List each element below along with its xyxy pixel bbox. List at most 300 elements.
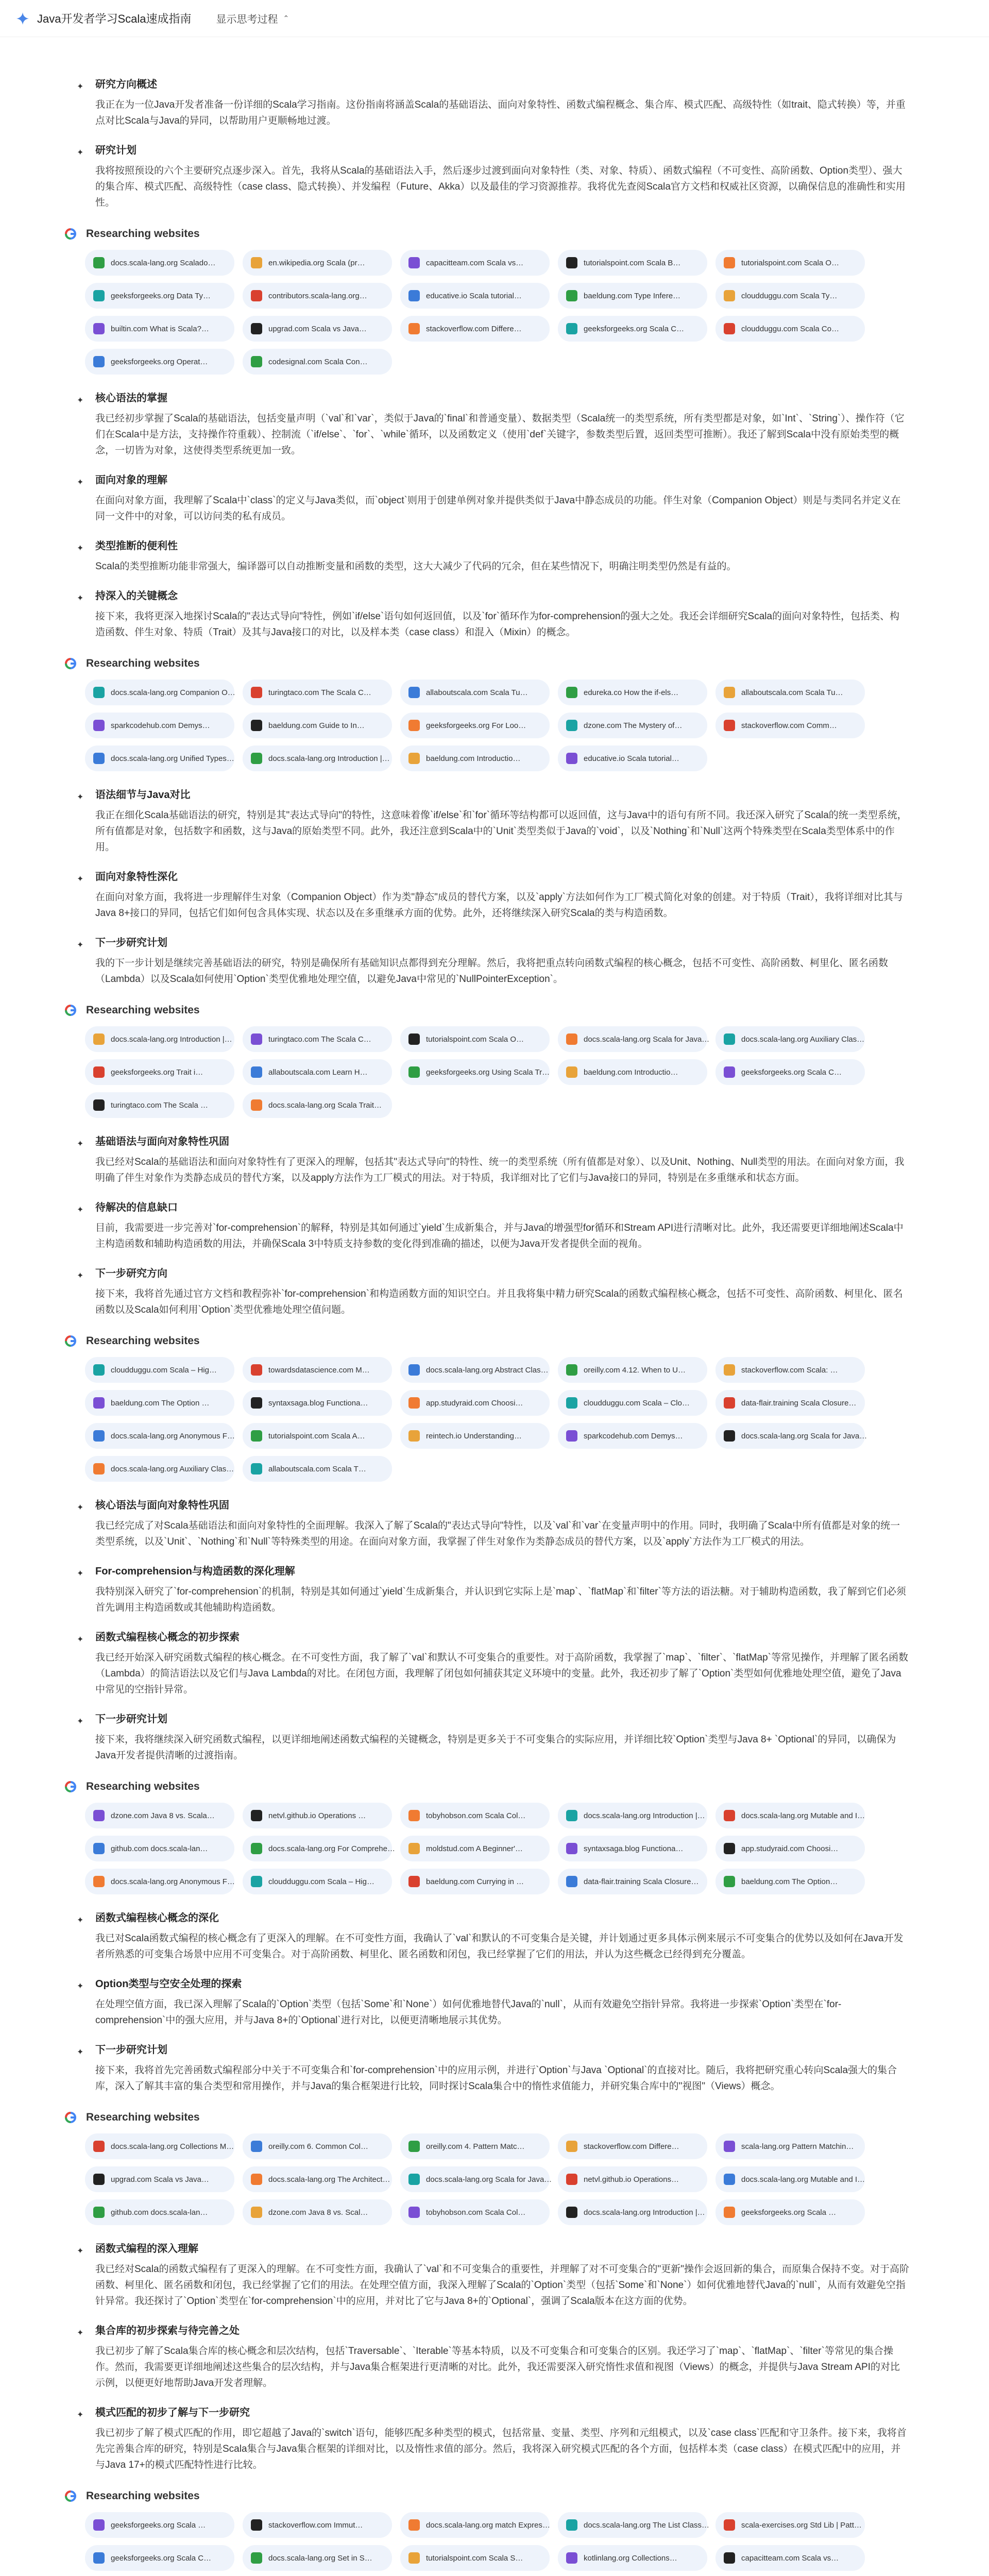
- site-favicon-icon: [251, 2207, 262, 2218]
- bullet-icon: ✦: [77, 396, 84, 405]
- site-favicon-icon: [93, 356, 105, 367]
- site-favicon-icon: [251, 2519, 262, 2531]
- thought-text: 我已初步了解了模式匹配的作用，即它超越了Java的`switch`语句，能够匹配多种类型的模式，包括常量、变量、类型、序列和元组模式，以及`case class`匹配和守卫条件。接下来，我将首先完善集合库的研究，特别是Scala集合与Java集合框架的详细对比，以及惰性求值的部分。然后，我将深入研究模式匹配的各个方面，包括样本类（case class）在模式匹配中的应用，并与Java 17+的模式匹配特性进行比较。: [95, 2428, 907, 2470]
- source-list: [64, 2512, 909, 2576]
- site-favicon-icon: [566, 1810, 577, 1821]
- site-favicon-icon: [251, 2141, 262, 2152]
- source-chip[interactable]: [558, 1059, 707, 1085]
- site-favicon-icon: [724, 1397, 735, 1409]
- source-chip-label: docs.scala-lang.org For Comprehe…: [268, 1844, 395, 1853]
- google-g-icon: [64, 228, 77, 240]
- site-favicon-icon: [408, 687, 420, 698]
- source-chip-label: cloudduggu.com Scala Co…: [741, 324, 840, 333]
- site-favicon-icon: [408, 720, 420, 731]
- source-chip-label: stackoverflow.com Differe…: [584, 2142, 679, 2151]
- site-favicon-icon: [93, 2174, 105, 2185]
- bullet-icon: ✦: [77, 941, 84, 950]
- bullet-icon: ✦: [77, 1635, 84, 1644]
- site-favicon-icon: [251, 290, 262, 301]
- thought-text: 接下来，我将更深入地探讨Scala的"表达式导向"特性，例如`if/else`语句如何返回值，以及`for`循环作为for-comprehension的强大之处。我还会详细研究Scala的面向对象特性，包括类、构造函数、伴生对象、特质（Trait）及其与Java接口的对比，以及样本类（case class）和混入（Mixin）的概念。: [95, 611, 900, 638]
- source-list: [64, 250, 909, 375]
- source-chip[interactable]: [558, 250, 707, 276]
- source-chip[interactable]: [243, 680, 392, 705]
- research-block: [64, 1778, 909, 1894]
- source-chip[interactable]: [243, 2199, 392, 2225]
- source-chip-label: docs.scala-lang.org Scalado…: [111, 258, 216, 267]
- source-chip-label: baeldung.com Guide to In…: [268, 721, 365, 730]
- bullet-icon: ✦: [77, 1916, 84, 1925]
- source-chip[interactable]: [400, 2545, 550, 2571]
- source-chip[interactable]: [715, 2545, 865, 2571]
- bullet-icon: ✦: [77, 1272, 84, 1280]
- source-chip-label: turingtaco.com The Scala C…: [268, 688, 371, 697]
- source-chip[interactable]: [558, 316, 707, 342]
- bullet-icon: ✦: [77, 1982, 84, 1991]
- thought-block: [64, 1977, 909, 2028]
- source-chip-label: baeldung.com The Option …: [111, 1398, 210, 1408]
- source-chip[interactable]: [243, 1092, 392, 1118]
- research-header: [64, 225, 909, 243]
- source-chip-label: reintech.io Understanding…: [426, 1431, 522, 1440]
- gemini-logo-icon: [15, 11, 30, 26]
- site-favicon-icon: [408, 2519, 420, 2531]
- source-chip-label: moldstud.com A Beginner'…: [426, 1844, 523, 1853]
- source-chip[interactable]: [85, 745, 234, 771]
- source-chip-label: oreilly.com 4.12. When to U…: [584, 1365, 686, 1375]
- site-favicon-icon: [251, 1066, 262, 1078]
- source-chip-label: tobyhobson.com Scala Col…: [426, 2208, 526, 2217]
- bullet-icon: ✦: [77, 875, 84, 884]
- source-chip-label: tobyhobson.com Scala Col…: [426, 1811, 526, 1820]
- source-chip[interactable]: [85, 1059, 234, 1085]
- source-chip-label: data-flair.training Scala Closure…: [741, 1398, 857, 1408]
- source-chip[interactable]: [243, 1803, 392, 1828]
- thought-block: [64, 2405, 909, 2473]
- source-chip-label: github.com docs.scala-lan…: [111, 2208, 208, 2217]
- source-chip[interactable]: [715, 316, 865, 342]
- thought-text: 目前，我需要进一步完善对`for-comprehension`的解释，特别是其如何通过`yield`生成新集合，并与Java的增强型for循环和Stream API进行清晰对比。此外，我还需要更详细地阐述Scala中主构造函数和辅助构造函数的用法，并确保Scala 3中特质支持参数的变化得到准确的描述，以便为Java开发者提供全面的视角。: [95, 1223, 903, 1249]
- site-favicon-icon: [93, 1810, 105, 1821]
- site-favicon-icon: [408, 1810, 420, 1821]
- source-chip[interactable]: [85, 2545, 234, 2571]
- site-favicon-icon: [566, 1033, 577, 1045]
- source-chip[interactable]: [243, 316, 392, 342]
- research-header: [64, 655, 909, 672]
- thought-text: 我已经初步掌握了Scala的基础语法，包括变量声明（`val`和`var`，类似于Java的`final`和普通变量）、数据类型（Scala统一的类型系统，所有类型都是对象，如`Int`、`String`）、操作符（它们在Scala中是方法，支持操作符重载）、控制流（`if/else`、`for`、`while`循环，以及函数定义（使用`def`关键字，参数类型后置，返回类型可推断）。我还了解到Scala中没有原始类型的概念，一切皆为对象，这使得类型系统更加一致。: [95, 413, 905, 456]
- site-favicon-icon: [93, 720, 105, 731]
- source-chip-label: sparkcodehub.com Demys…: [111, 721, 210, 730]
- source-chip-label: codesignal.com Scala Con…: [268, 357, 368, 366]
- source-chip-label: capacitteam.com Scala vs…: [426, 258, 524, 267]
- source-chip-label: docs.scala-lang.org Mutable and I…: [741, 1811, 865, 1820]
- source-chip-label: docs.scala-lang.org Introduction |…: [584, 1811, 705, 1820]
- source-chip-label: tutorialspoint.com Scala A…: [268, 1431, 365, 1440]
- site-favicon-icon: [566, 1430, 577, 1442]
- source-chip[interactable]: [715, 1390, 865, 1416]
- source-chip[interactable]: [558, 1026, 710, 1052]
- source-chip[interactable]: [400, 1803, 550, 1828]
- source-chip-label: docs.scala-lang.org The Architect…: [268, 2175, 390, 2184]
- site-favicon-icon: [724, 2552, 735, 2564]
- source-chip[interactable]: [243, 1357, 392, 1383]
- source-chip-label: docs.scala-lang.org Auxiliary Clas…: [741, 1035, 865, 1044]
- source-chip[interactable]: [558, 1869, 707, 1894]
- source-chip-label: docs.scala-lang.org Set in S…: [268, 2553, 372, 2563]
- site-favicon-icon: [251, 720, 262, 731]
- source-chip[interactable]: [243, 2166, 392, 2192]
- site-favicon-icon: [566, 1364, 577, 1376]
- source-chip[interactable]: [558, 1357, 707, 1383]
- source-chip[interactable]: [558, 713, 707, 738]
- thought-heading: 下一步研究方向: [95, 1268, 167, 1279]
- source-chip-label: edureka.co How the if-els…: [584, 688, 679, 697]
- source-chip-label: app.studyraid.com Choosi…: [426, 1398, 523, 1408]
- source-chip[interactable]: [715, 713, 865, 738]
- source-chip[interactable]: [715, 1357, 865, 1383]
- site-favicon-icon: [251, 1810, 262, 1821]
- source-chip[interactable]: [400, 1869, 550, 1894]
- bullet-icon: ✦: [77, 82, 84, 91]
- source-chip-label: docs.scala-lang.org Mutable and I…: [741, 2175, 865, 2184]
- research-header: [64, 2109, 909, 2126]
- thought-heading: 函数式编程核心概念的深化: [95, 1912, 219, 1924]
- thought-text: 在面向对象方面，我将进一步理解伴生对象（Companion Object）作为类"静态"成员的替代方案，以及`apply`方法如何作为工厂模式简化对象的创建。对于特质（Trait），我将详细对比其与Java 8+接口的异同，包括它们如何包含具体实现、状态以及在多重继承方面的优势。此外，还将继续深入研究Scala的类与构造函数。: [95, 892, 903, 919]
- thought-heading: 集合库的初步探索与待完善之处: [95, 2325, 240, 2336]
- source-chip[interactable]: [85, 1092, 234, 1118]
- source-chip[interactable]: [715, 2166, 865, 2192]
- source-chip-label: syntaxsagа.blog Functiona…: [268, 1398, 368, 1408]
- thought-block: [64, 1200, 909, 1252]
- research-block: [64, 2109, 909, 2225]
- thought-heading: 函数式编程核心概念的初步探索: [95, 1632, 240, 1643]
- research-title: Researching websites: [86, 2111, 200, 2123]
- source-chip[interactable]: [85, 680, 234, 705]
- source-chip[interactable]: [85, 1357, 234, 1383]
- source-chip[interactable]: [558, 2166, 707, 2192]
- site-favicon-icon: [566, 687, 577, 698]
- source-chip[interactable]: [243, 1423, 392, 1449]
- site-favicon-icon: [408, 2174, 420, 2185]
- site-favicon-icon: [408, 753, 420, 764]
- source-chip-label: builtin.com What is Scala?…: [111, 324, 209, 333]
- thought-heading: 核心语法与面向对象特性巩固: [95, 1500, 229, 1511]
- source-chip[interactable]: [85, 283, 234, 309]
- source-chip-label: upgrad.com Scala vs Java…: [111, 2175, 209, 2184]
- source-chip[interactable]: [400, 2512, 550, 2538]
- source-chip-label: stackoverflow.com Scala: …: [741, 1365, 838, 1375]
- thought-heading: 语法细节与Java对比: [95, 789, 191, 801]
- bullet-icon: ✦: [77, 1503, 84, 1512]
- source-chip-label: allaboutscala.com Learn H…: [268, 1067, 368, 1077]
- research-title: Researching websites: [86, 1004, 200, 1016]
- source-chip[interactable]: [400, 250, 550, 276]
- source-chip[interactable]: [400, 745, 550, 771]
- site-favicon-icon: [724, 1364, 735, 1376]
- source-chip-label: docs.scala-lang.org match Expres…: [426, 2520, 550, 2530]
- source-chip[interactable]: [558, 1836, 707, 1861]
- thought-text: Scala的类型推断功能非常强大，编译器可以自动推断变量和函数的类型，这大大减少了代码的冗余，但在某些情况下，明确注明类型仍然是有益的。: [95, 561, 737, 572]
- bullet-icon: ✦: [77, 1206, 84, 1214]
- site-favicon-icon: [566, 2174, 577, 2185]
- source-chip-label: dzone.com Java 8 vs. Scala…: [111, 1811, 215, 1820]
- source-chip[interactable]: [243, 2512, 392, 2538]
- thought-heading: 核心语法的掌握: [95, 393, 167, 404]
- site-favicon-icon: [251, 1033, 262, 1045]
- site-favicon-icon: [408, 1876, 420, 1887]
- source-chip-label: dzone.com The Mystery of…: [584, 721, 683, 730]
- thought-heading: 类型推断的便利性: [95, 540, 178, 552]
- source-chip[interactable]: [243, 1869, 392, 1894]
- site-favicon-icon: [93, 1099, 105, 1111]
- source-chip[interactable]: [715, 1869, 865, 1894]
- research-block: [64, 1002, 909, 1118]
- source-chip[interactable]: [85, 1836, 234, 1861]
- site-favicon-icon: [251, 1397, 262, 1409]
- site-favicon-icon: [724, 257, 735, 268]
- thought-text: 在面向对象方面，我理解了Scala中`class`的定义与Java类似，而`object`则用于创建单例对象并提供类似于Java中静态成员的功能。伴生对象（Companion Object）则是与类同名并定义在同一文件中的对象，可以访问类的私有成员。: [95, 495, 901, 522]
- source-chip[interactable]: [400, 1836, 550, 1861]
- source-chip-label: baeldung.com Type Infere…: [584, 291, 681, 300]
- thought-block: [64, 1498, 909, 1550]
- site-favicon-icon: [251, 2174, 262, 2185]
- app-title: Java开发者学习Scala速成指南: [37, 12, 192, 25]
- source-chip[interactable]: [85, 2512, 234, 2538]
- site-favicon-icon: [724, 2141, 735, 2152]
- bullet-icon: ✦: [77, 1569, 84, 1578]
- site-favicon-icon: [251, 753, 262, 764]
- site-favicon-icon: [566, 1843, 577, 1854]
- source-chip[interactable]: [558, 1803, 707, 1828]
- site-favicon-icon: [93, 1463, 105, 1475]
- source-chip[interactable]: [400, 1357, 550, 1383]
- site-favicon-icon: [566, 257, 577, 268]
- source-chip[interactable]: [85, 1456, 234, 1482]
- source-chip-label: docs.scala-lang.org Auxiliary Clas…: [111, 1464, 234, 1473]
- source-chip[interactable]: [243, 349, 392, 375]
- site-favicon-icon: [724, 290, 735, 301]
- source-chip[interactable]: [558, 1390, 707, 1416]
- source-chip[interactable]: [558, 2199, 707, 2225]
- source-chip[interactable]: [243, 2545, 392, 2571]
- thought-heading: 基础语法与面向对象特性巩固: [95, 1136, 229, 1147]
- site-favicon-icon: [408, 1066, 420, 1078]
- source-chip[interactable]: [400, 2166, 550, 2192]
- site-favicon-icon: [724, 1810, 735, 1821]
- chevron-up-icon[interactable]: ⌃: [283, 14, 289, 22]
- thought-text: 我正在细化Scala基础语法的研究，特别是其"表达式导向"的特性，这意味着像`if/else`和`for`循环等结构都可以返回值，这与Java中的语句有所不同。我还深入研究了Scala的统一类型系统，所有值都是对象，包括数字和函数，这与Java的原始类型不同。此外，我还注意到Scala中的`Unit`类型类似于Java的`void`，以及`Nothing`和`Null`这两个特殊类型在Scala类型体系中的作用。: [95, 810, 907, 853]
- site-favicon-icon: [724, 1430, 735, 1442]
- thought-block: [64, 1564, 909, 1616]
- source-chip-label: geeksforgeeks.org Scala C…: [584, 324, 685, 333]
- source-chip[interactable]: [400, 316, 550, 342]
- source-chip[interactable]: [558, 2545, 707, 2571]
- source-chip[interactable]: [85, 349, 234, 375]
- source-chip-label: turingtaco.com The Scala …: [111, 1100, 208, 1110]
- thought-block: [64, 1911, 909, 1962]
- google-g-icon: [64, 2490, 77, 2502]
- source-chip[interactable]: [400, 1059, 550, 1085]
- site-favicon-icon: [408, 2207, 420, 2218]
- source-chip[interactable]: [400, 1026, 550, 1052]
- site-favicon-icon: [566, 2141, 577, 2152]
- source-chip[interactable]: [85, 1390, 234, 1416]
- bullet-icon: ✦: [77, 2247, 84, 2256]
- source-chip[interactable]: [85, 2166, 234, 2192]
- source-chip[interactable]: [715, 2199, 865, 2225]
- bullet-icon: ✦: [77, 793, 84, 802]
- source-chip-label: cloudduggu.com Scala – Hig…: [268, 1877, 374, 1886]
- site-favicon-icon: [251, 1099, 262, 1111]
- source-chip[interactable]: [400, 680, 550, 705]
- source-chip-label: tutorialspoint.com Scala O…: [426, 1035, 524, 1044]
- source-chip[interactable]: [400, 1423, 550, 1449]
- source-chip[interactable]: [85, 316, 234, 342]
- source-chip[interactable]: [715, 250, 865, 276]
- thought-block: [64, 1712, 909, 1764]
- source-chip-label: geeksforgeeks.org Scala …: [741, 2208, 837, 2217]
- google-g-icon: [64, 1781, 77, 1793]
- bullet-icon: ✦: [77, 544, 84, 553]
- site-favicon-icon: [408, 2552, 420, 2564]
- source-chip-label: baeldung.com Currying in …: [426, 1877, 524, 1886]
- bullet-icon: ✦: [77, 2048, 84, 2057]
- source-chip[interactable]: [400, 283, 550, 309]
- thought-heading: 面向对象特性深化: [95, 871, 178, 883]
- site-favicon-icon: [251, 1463, 262, 1475]
- thought-text: 我已经完成了对Scala基础语法和面向对象特性的全面理解。我深入了解了Scala的"表达式导向"特性，以及`val`和`var`在变量声明中的作用。同时，我明确了Scala中所有值都是对象的统一类型系统，以及`Unit`、`Nothing`和`Null`等特殊类型的用途。在面向对象方面，我掌握了伴生对象作为类静态成员的替代方案，以及`apply`方法作为工厂模式的用法。: [95, 1520, 900, 1547]
- thought-block: [64, 1134, 909, 1186]
- source-chip[interactable]: [243, 1059, 392, 1085]
- source-chip[interactable]: [243, 2133, 392, 2159]
- source-chip[interactable]: [243, 713, 392, 738]
- source-chip[interactable]: [715, 1423, 865, 1449]
- source-chip[interactable]: [715, 1026, 865, 1052]
- site-favicon-icon: [566, 1397, 577, 1409]
- site-favicon-icon: [93, 2207, 105, 2218]
- bullet-icon: ✦: [77, 1140, 84, 1148]
- source-chip[interactable]: [715, 1836, 865, 1861]
- google-g-icon: [64, 657, 77, 670]
- source-chip-label: turingtaco.com The Scala C…: [268, 1035, 371, 1044]
- source-chip-label: syntaxsagа.blog Functiona…: [584, 1844, 684, 1853]
- thought-text: 我的下一步计划是继续完善基础语法的研究，特别是确保所有基础知识点都得到充分理解。然后，我将把重点转向函数式编程的核心概念，包括不可变性、高阶函数、柯里化、匿名函数（Lambda）以及Scala如何使用`Option`类型优雅地处理空值，以避免Java中常见的`NullPointerException`。: [95, 958, 889, 985]
- site-favicon-icon: [93, 1843, 105, 1854]
- source-chip[interactable]: [243, 745, 392, 771]
- source-chip[interactable]: [715, 1803, 865, 1828]
- source-chip[interactable]: [400, 2133, 550, 2159]
- source-chip-label: docs.scala-lang.org Collections M…: [111, 2142, 234, 2151]
- thought-text: 接下来，我将首先通过官方文档和教程弥补`for-comprehension`和构造函数方面的知识空白。并且我将集中精力研究Scala的函数式编程核心概念，包括不可变性、高阶函数、柯里化、匿名函数以及Scala如何利用`Option`类型优雅地处理空值问题。: [95, 1289, 903, 1315]
- site-favicon-icon: [93, 687, 105, 698]
- research-block: [64, 225, 909, 375]
- source-chip[interactable]: [715, 283, 865, 309]
- thought-block: [64, 788, 909, 855]
- google-g-icon: [64, 1335, 77, 1347]
- research-title: Researching websites: [86, 1335, 200, 1347]
- source-chip-label: dzone.com Java 8 vs. Scal…: [268, 2208, 368, 2217]
- source-chip-label: allaboutscala.com Scala Tu…: [741, 688, 843, 697]
- source-chip[interactable]: [243, 283, 392, 309]
- thought-block: [64, 77, 909, 129]
- source-chip[interactable]: [85, 250, 234, 276]
- source-chip[interactable]: [85, 1803, 234, 1828]
- source-chip[interactable]: [243, 1456, 392, 1482]
- source-chip[interactable]: [243, 1390, 392, 1416]
- site-favicon-icon: [93, 753, 105, 764]
- source-chip[interactable]: [400, 1390, 550, 1416]
- research-block: [64, 1332, 909, 1482]
- source-chip-label: geeksforgeeks.org Operat…: [111, 357, 208, 366]
- source-chip[interactable]: [400, 2199, 550, 2225]
- source-chip[interactable]: [715, 680, 865, 705]
- source-chip[interactable]: [85, 713, 234, 738]
- source-chip[interactable]: [715, 2133, 865, 2159]
- source-chip-label: docs.scala-lang.org Unified Types…: [111, 754, 234, 763]
- source-chip[interactable]: [243, 1026, 392, 1052]
- source-chip-label: docs.scala-lang.org Introduction |…: [584, 2208, 705, 2217]
- thought-block: [64, 1630, 909, 1698]
- source-chip-label: stackoverflow.com Comm…: [741, 721, 837, 730]
- thought-text: 我正在为一位Java开发者准备一份详细的Scala学习指南。这份指南将涵盖Scala的基础语法、面向对象特性、函数式编程概念、集合库、模式匹配、高级特性（如trait、隐式转换）等，并重点对比Scala与Java的异同，以帮助用户更顺畅地过渡。: [95, 99, 906, 126]
- source-chip[interactable]: [243, 1836, 395, 1861]
- thought-text: 我已对Scala函数式编程的核心概念有了更深入的理解。在不可变性方面，我确认了`val`和默认的不可变集合是关键，并计划通过更多具体示例来展示不可变集合的优势以及如何在Java开发者所熟悉的可变集合场景中应用不可变集合。对于高阶函数、柯里化、匿名函数和闭包，我已经掌握了它们的用法，并认为这些概念已经得到充分覆盖。: [95, 1933, 903, 1960]
- site-favicon-icon: [93, 1066, 105, 1078]
- show-thinking-toggle[interactable]: 显示思考过程: [216, 14, 278, 25]
- source-chip[interactable]: [715, 1059, 865, 1085]
- thought-block: [64, 1266, 909, 1318]
- site-favicon-icon: [566, 2552, 577, 2564]
- google-g-icon: [64, 1004, 77, 1016]
- site-favicon-icon: [93, 2519, 105, 2531]
- thought-text: 接下来，我将首先完善函数式编程部分中关于不可变集合和`for-comprehension`中的应用示例，并进行`Option`与Java `Optional`的直接对比。随后，我将把研究重心转向Scala强大的集合库，深入了解其丰富的集合类型和常用操作，并与Java的集合框架进行比较，同时探讨Scala集合中的惰性求值能力，并研究集合库中的"视图"（Views）概念。: [95, 2065, 897, 2092]
- source-chip[interactable]: [85, 2133, 234, 2159]
- source-chip-label: kotlinlang.org Collections…: [584, 2553, 677, 2563]
- source-chip[interactable]: [558, 1423, 707, 1449]
- bullet-icon: ✦: [77, 148, 84, 157]
- site-favicon-icon: [93, 1033, 105, 1045]
- source-chip[interactable]: [558, 680, 707, 705]
- source-list: [64, 1026, 909, 1118]
- source-chip[interactable]: [85, 1026, 234, 1052]
- site-favicon-icon: [93, 1364, 105, 1376]
- source-chip[interactable]: [85, 2199, 234, 2225]
- source-chip[interactable]: [400, 713, 550, 738]
- source-chip-label: baeldung.com Introductio…: [426, 754, 521, 763]
- site-favicon-icon: [724, 720, 735, 731]
- source-chip-label: cloudduggu.com Scala Ty…: [741, 291, 838, 300]
- source-chip[interactable]: [558, 2133, 707, 2159]
- thought-heading: 研究方向概述: [95, 79, 157, 90]
- site-favicon-icon: [408, 323, 420, 334]
- source-chip[interactable]: [558, 745, 707, 771]
- source-chip[interactable]: [558, 2512, 707, 2538]
- source-list: [64, 1357, 909, 1482]
- source-chip[interactable]: [715, 2512, 865, 2538]
- thought-heading: 研究计划: [95, 145, 137, 156]
- source-chip[interactable]: [85, 1423, 234, 1449]
- site-favicon-icon: [724, 1033, 735, 1045]
- bullet-icon: ✦: [77, 2411, 84, 2419]
- source-chip[interactable]: [243, 250, 392, 276]
- site-favicon-icon: [724, 1843, 735, 1854]
- source-chip[interactable]: [85, 1869, 234, 1894]
- site-favicon-icon: [566, 2519, 577, 2531]
- source-chip-label: geeksforgeeks.org Using Scala Tr…: [426, 1067, 550, 1077]
- thought-heading: 下一步研究计划: [95, 937, 167, 948]
- source-chip[interactable]: [558, 283, 707, 309]
- source-chip-label: stackoverflow.com Immut…: [268, 2520, 363, 2530]
- site-favicon-icon: [93, 1430, 105, 1442]
